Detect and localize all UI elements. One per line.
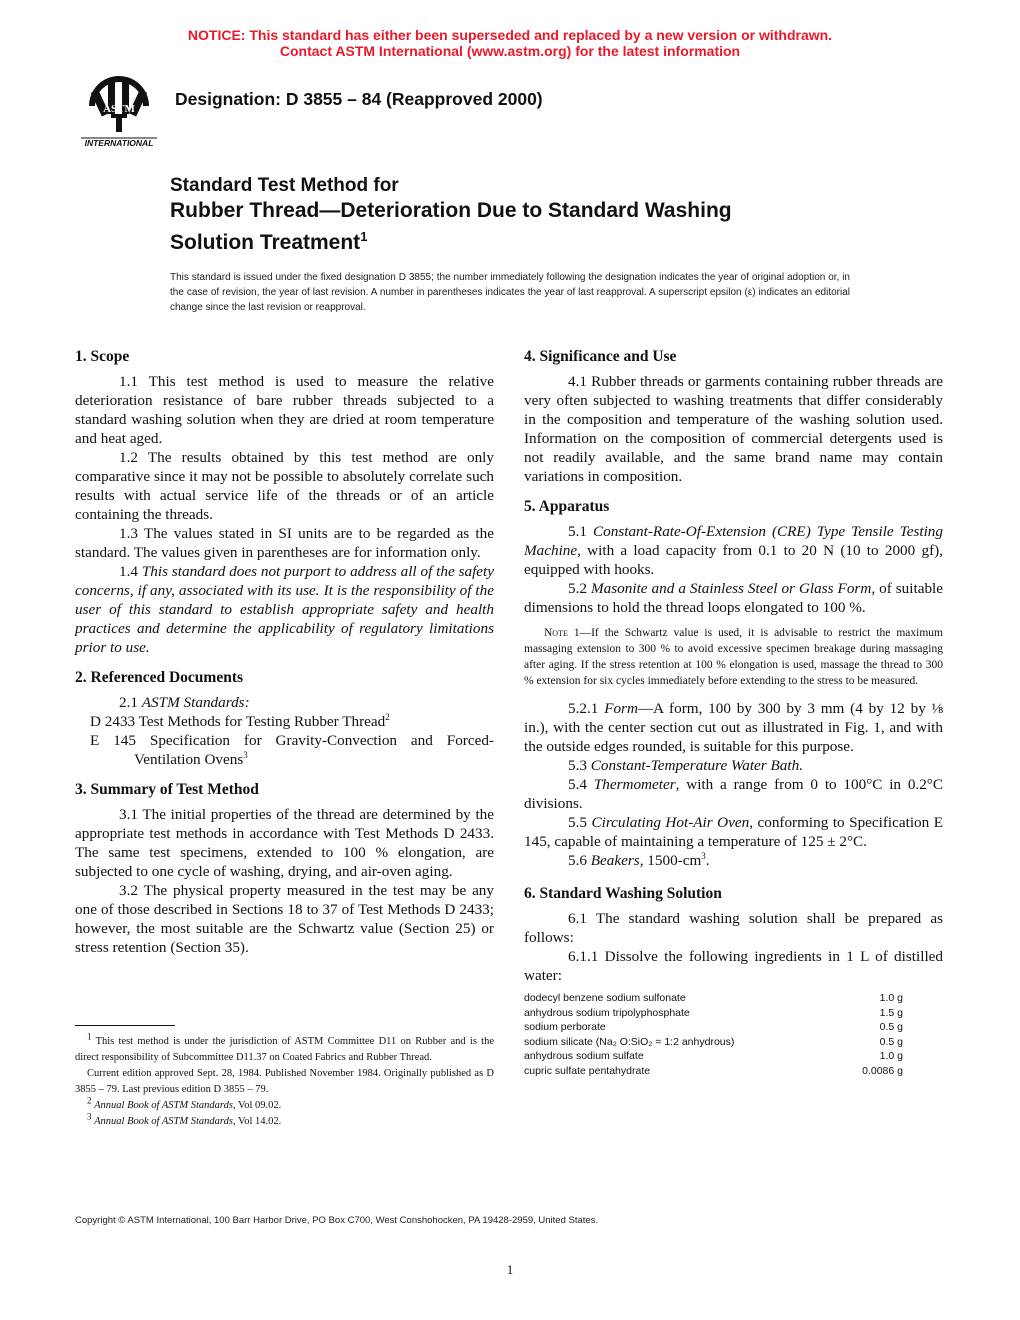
apparatus-5-4-rest: , with a range from 0 to 100°C in 0.2°C divisions.	[524, 776, 944, 812]
apparatus-heading: 5. Apparatus	[524, 498, 610, 515]
apparatus-5-5-num: 5.5	[568, 814, 592, 831]
copyright: Copyright © ASTM International, 100 Barr Harbor Drive, PO Box C700, West Conshohocken, PA 19428-2959, United States.	[75, 1215, 599, 1226]
footnote-3-mark: 3	[87, 1111, 92, 1122]
footnotes	[75, 1031, 494, 1130]
issued-note: This standard is issued under the fixed designation D 3855; the number immediately following the designation indicates the year of original adoption or, in the case of revision, the year of last revision. A number in parentheses indicates the year of last reapproval. A superscript epsilon (ε) indicates an editorial change since the last revision or reapproval.	[170, 272, 850, 313]
summary-heading: 3. Summary of Test Method	[75, 781, 259, 798]
footnote-2	[75, 1095, 494, 1114]
reference-e145-text: E 145 Specification for Gravity-Convection and Forced-Ventilation Ovens	[90, 732, 494, 768]
scope-1-2: 1.2 The results obtained by this test method are only comparative since it may not be possible to absolutely correlate such results with actual service life of the threads or of an article containing the threads.	[75, 449, 494, 523]
apparatus-5-1	[524, 522, 943, 579]
ingredient-name: anhydrous sodium tripolyphosphate	[524, 1006, 690, 1019]
footnote-2-vol: , Vol 09.02.	[232, 1100, 282, 1111]
title-line-1: Standard Test Method for	[170, 175, 399, 196]
apparatus-5-4-num: 5.4	[568, 776, 594, 793]
reference-d2433	[75, 712, 494, 731]
logo-text: ASTM	[103, 103, 135, 115]
ingredient-name: anhydrous sodium sulfate	[524, 1050, 644, 1062]
logo-subtext: INTERNATIONAL	[84, 138, 154, 148]
table-row	[524, 991, 909, 1006]
significance-4-1: 4.1 Rubber threads or garments containing rubber threads are very often subjected to washing treatments that differ considerably in the composition and temperature of the washing solution used. Information on the composition of commercial detergents used is not readily available, and the same brand name may contain variations in composition.	[524, 373, 943, 485]
note-1-title: Note 1	[544, 627, 580, 639]
ingredient-amount: 0.5 g	[879, 1021, 903, 1033]
ingredient-amount: 0.0086 g	[862, 1064, 903, 1077]
supersession-notice	[0, 27, 1020, 59]
table-row	[524, 1020, 909, 1035]
apparatus-5-3-num: 5.3	[568, 757, 591, 774]
footnote-1-mark: 1	[87, 1031, 92, 1042]
apparatus-5-1-num: 5.1	[568, 523, 593, 540]
astm-logo	[78, 70, 160, 150]
ingredient-amount: 1.0 g	[879, 992, 903, 1004]
right-column	[524, 347, 943, 1078]
ingredient-amount: 0.5 g	[879, 1035, 903, 1048]
referenced-2-1	[75, 693, 494, 712]
footnote-1b: Current edition approved Sept. 28, 1984. Published November 1984. Originally published as D 3855 – 79. Last previous edition D 3855 – 79.	[75, 1068, 494, 1095]
apparatus-5-4	[524, 775, 943, 813]
apparatus-5-5	[524, 813, 943, 851]
page-number: 1	[506, 1262, 514, 1277]
ingredient-name: dodecyl benzene sodium sulfonate	[524, 992, 686, 1004]
apparatus-5-6-end: .	[705, 852, 710, 869]
reference-d2433-mark: 2	[385, 711, 390, 722]
scope-heading: 1. Scope	[75, 348, 130, 365]
note-1	[524, 625, 943, 689]
apparatus-5-6	[524, 851, 943, 870]
table-row	[524, 1064, 909, 1079]
apparatus-5-6-item: Beakers	[590, 852, 640, 869]
note-1-text: —If the Schwartz value is used, it is advisable to restrict the maximum massaging extension to 300 % to avoid excessive specimen breakage during massaging after aging. If the stress retention at 100 % elongation is used, massage the thread to 300 % extension for six cycles immediately before extending to the stress to be measured.	[524, 627, 943, 687]
title-line-2: Rubber Thread—Deterioration Due to Standard Washing	[170, 199, 732, 222]
apparatus-5-6-rest: , 1500-cm	[639, 852, 702, 869]
title-line-3	[170, 224, 732, 256]
ingredient-amount: 1.5 g	[879, 1006, 903, 1019]
scope-1-4-num: 1.4	[119, 563, 142, 580]
ingredient-name: sodium perborate	[524, 1021, 606, 1033]
table-row	[524, 1049, 909, 1064]
referenced-heading: 2. Referenced Documents	[75, 669, 244, 686]
scope-1-4	[75, 562, 494, 657]
apparatus-5-3	[524, 756, 943, 775]
scope-1-1: 1.1 This test method is used to measure the relative deterioration resistance of bare rubber threads subjected to a standard washing solution when they are dried at room temperature and heat aged.	[75, 373, 494, 447]
apparatus-5-2-item: Masonite and a Stainless Steel or Glass Form	[591, 580, 872, 597]
table-row	[524, 1035, 909, 1050]
referenced-2-1-text: ASTM Standards:	[141, 694, 250, 711]
title-footnote-mark: 1	[360, 229, 368, 244]
footnote-3-text: Annual Book of ASTM Standards	[94, 1116, 233, 1127]
apparatus-5-2-1-rest: —A form, 100 by 300 by 3 mm (4 by 12 by ⅛ in.), with the center section cut out as illustrated in Fig. 1, and with the outside edges rounded, is suitable for this purpose.	[524, 700, 943, 755]
title-line-3-text: Solution Treatment	[170, 231, 361, 254]
ingredients-table	[524, 991, 909, 1078]
scope-1-4-text: This standard does not purport to address all of the safety concerns, if any, associated with its use. It is the responsibility of the user of this standard to establish appropriate safety and health practices and determine the applicability of regulatory limitations prior to use.	[75, 563, 494, 656]
apparatus-5-2-1	[524, 699, 943, 756]
footnote-rule	[75, 1025, 175, 1026]
apparatus-5-6-num: 5.6	[568, 852, 591, 869]
notice-line-1: NOTICE: This standard has either been superseded and replaced by a new version or withdrawn.	[187, 27, 833, 43]
reference-d2433-text: D 2433 Test Methods for Testing Rubber Thread	[90, 713, 386, 730]
footnote-2-mark: 2	[87, 1095, 92, 1106]
table-row	[524, 1006, 909, 1021]
washing-6-1-1: 6.1.1 Dissolve the following ingredients in 1 L of distilled water:	[524, 948, 943, 984]
scope-1-3: 1.3 The values stated in SI units are to be regarded as the standard. The values given in parentheses are for information only.	[75, 525, 494, 561]
designation: Designation: D 3855 – 84 (Reapproved 2000)	[175, 89, 543, 109]
apparatus-5-1-rest: , with a load capacity from 0.1 to 20 N (10 to 2000 gf), equipped with hooks.	[524, 542, 943, 578]
ingredient-name: cupric sulfate pentahydrate	[524, 1064, 651, 1077]
footnote-1	[75, 1031, 494, 1066]
left-column	[75, 347, 494, 957]
referenced-2-1-num: 2.1	[119, 694, 142, 711]
notice-line-2: Contact ASTM International (www.astm.org) for the latest information	[279, 43, 741, 59]
footnote-1-text: This test method is under the jurisdiction of ASTM Committee D11 on Rubber and is the direct responsibility of Subcommittee D11.37 on Coated Fabrics and Rubber Thread.	[75, 1036, 494, 1063]
apparatus-5-2-1-item: Form	[604, 700, 638, 717]
apparatus-5-6-sup: 3	[701, 850, 706, 861]
apparatus-5-1-item: Constant-Rate-Of-Extension (CRE) Type Tensile Testing Machine	[524, 523, 943, 559]
reference-e145-mark: 3	[243, 749, 248, 760]
summary-3-1: 3.1 The initial properties of the thread are determined by the appropriate test methods in accordance with Test Methods D 2433. The same test specimens, extended to 100 % elongation, are subjected to one cycle of washing, drying, and air-oven aging.	[75, 806, 494, 880]
apparatus-5-5-rest: , conforming to Specification E 145, capable of maintaining a temperature of 125 ± 2°C.	[524, 814, 944, 850]
document-title	[170, 174, 732, 256]
reference-e145	[75, 731, 494, 769]
washing-heading: 6. Standard Washing Solution	[524, 885, 722, 902]
footnote-3	[75, 1111, 494, 1130]
significance-heading: 4. Significance and Use	[524, 348, 677, 365]
footnote-2-text: Annual Book of ASTM Standards	[94, 1100, 233, 1111]
apparatus-5-2	[524, 579, 943, 617]
apparatus-5-3-item: Constant-Temperature Water Bath.	[590, 757, 803, 774]
apparatus-5-2-num: 5.2	[568, 580, 591, 597]
footnote-3-vol: , Vol 14.02.	[232, 1116, 282, 1127]
apparatus-5-2-1-num: 5.2.1	[568, 700, 605, 717]
apparatus-5-4-item: Thermometer	[593, 776, 676, 793]
apparatus-5-2-rest: , of suitable dimensions to hold the thread loops elongated to 100 %.	[524, 580, 944, 616]
washing-6-1: 6.1 The standard washing solution shall be prepared as follows:	[524, 910, 943, 946]
summary-3-2: 3.2 The physical property measured in the test may be any one of those described in Sections 18 to 37 of Test Methods D 2433; however, the most suitable are the Schwartz value (Section 25) or stress retention (Section 35).	[75, 882, 494, 956]
apparatus-5-5-item: Circulating Hot-Air Oven	[591, 814, 750, 831]
ingredient-name: sodium silicate (Na₂ O:SiO₂ = 1:2 anhydrous)	[524, 1035, 735, 1048]
ingredient-amount: 1.0 g	[879, 1050, 903, 1062]
